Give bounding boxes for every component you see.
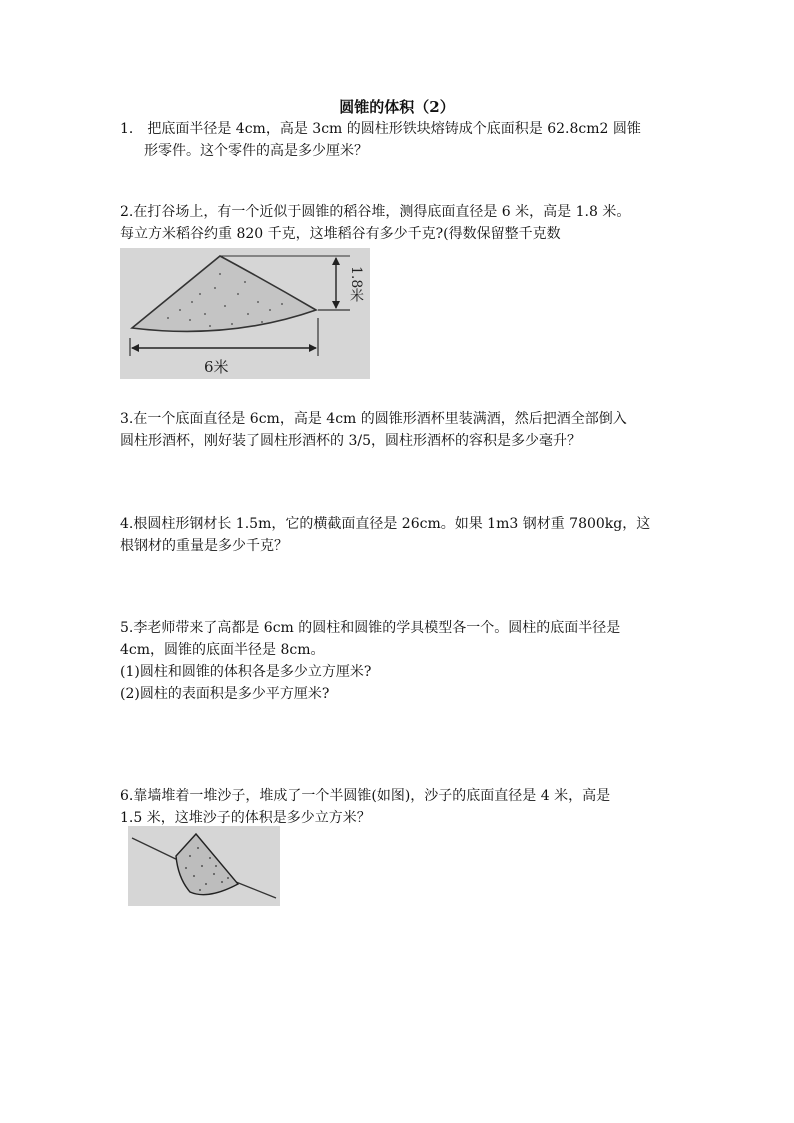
question-3-line-2: 圆柱形酒杯，刚好装了圆柱形酒杯的 3/5，圆柱形酒杯的容积是多少毫升？ — [120, 433, 581, 449]
width-arrow-head-left — [131, 344, 139, 352]
question-4-line-2: 根钢材的重量是多少千克？ — [120, 538, 288, 554]
height-arrow-head-bottom — [332, 301, 340, 309]
wall-line-right — [236, 882, 276, 898]
question-1 — [120, 118, 680, 162]
height-label: 1.8米 — [348, 266, 364, 303]
cone-pile-shape — [132, 256, 316, 331]
question-4 — [120, 513, 680, 557]
question-2-line-2: 每立方米稻谷约重 820 千克，这堆稻谷有多少千克?(得数保留整千克数 — [120, 226, 561, 242]
question-6-line-1: 6.靠墙堆着一堆沙子，堆成了一个半圆锥(如图)，沙子的底面直径是 4 米，高是 — [120, 788, 611, 804]
wall-line-left — [132, 838, 182, 862]
width-arrow-head-right — [309, 344, 317, 352]
grain-pile-figure — [120, 248, 370, 379]
question-5 — [120, 617, 680, 705]
question-5-line-2: 4cm，圆锥的底面半径是 8cm。 — [120, 642, 325, 658]
height-arrow-head-top — [332, 257, 340, 265]
question-5-line-3: (1)圆柱和圆锥的体积各是多少立方厘米? — [120, 664, 372, 680]
sand-pile-diagram — [128, 826, 280, 906]
sand-pile-figure — [128, 826, 280, 906]
question-2 — [120, 201, 680, 245]
question-4-line-1: 4.根圆柱形钢材长 1.5m，它的横截面直径是 26cm。如果 1m3 钢材重 7800kg，这 — [120, 516, 651, 532]
question-1-line-1: 1． 把底面半径是 4cm，高是 3cm 的圆柱形铁块熔铸成个底面积是 62.8cm2 圆锥 — [120, 121, 641, 137]
question-6-line-2: 1.5 米，这堆沙子的体积是多少立方米？ — [120, 810, 371, 826]
question-3-line-1: 3.在一个底面直径是 6cm，高是 4cm 的圆锥形酒杯里装满酒，然后把酒全部倒入 — [120, 411, 627, 427]
question-5-line-1: 5.李老师带来了高都是 6cm 的圆柱和圆锥的学具模型各一个。圆柱的底面半径是 — [120, 620, 621, 636]
page-title: 圆锥的体积（2） — [339, 98, 455, 116]
width-label: 6米 — [204, 358, 229, 376]
question-6 — [120, 785, 680, 829]
grain-pile-diagram — [120, 248, 370, 379]
question-3 — [120, 408, 680, 452]
question-1-line-2: 形零件。这个零件的高是多少厘米？ — [144, 143, 368, 159]
question-2-line-1: 2.在打谷场上，有一个近似于圆锥的稻谷堆，测得底面直径是 6 米，高是 1.8 米。 — [120, 204, 631, 220]
half-cone-sand-shape — [176, 834, 238, 895]
question-5-line-4: (2)圆柱的表面积是多少平方厘米? — [120, 686, 330, 702]
